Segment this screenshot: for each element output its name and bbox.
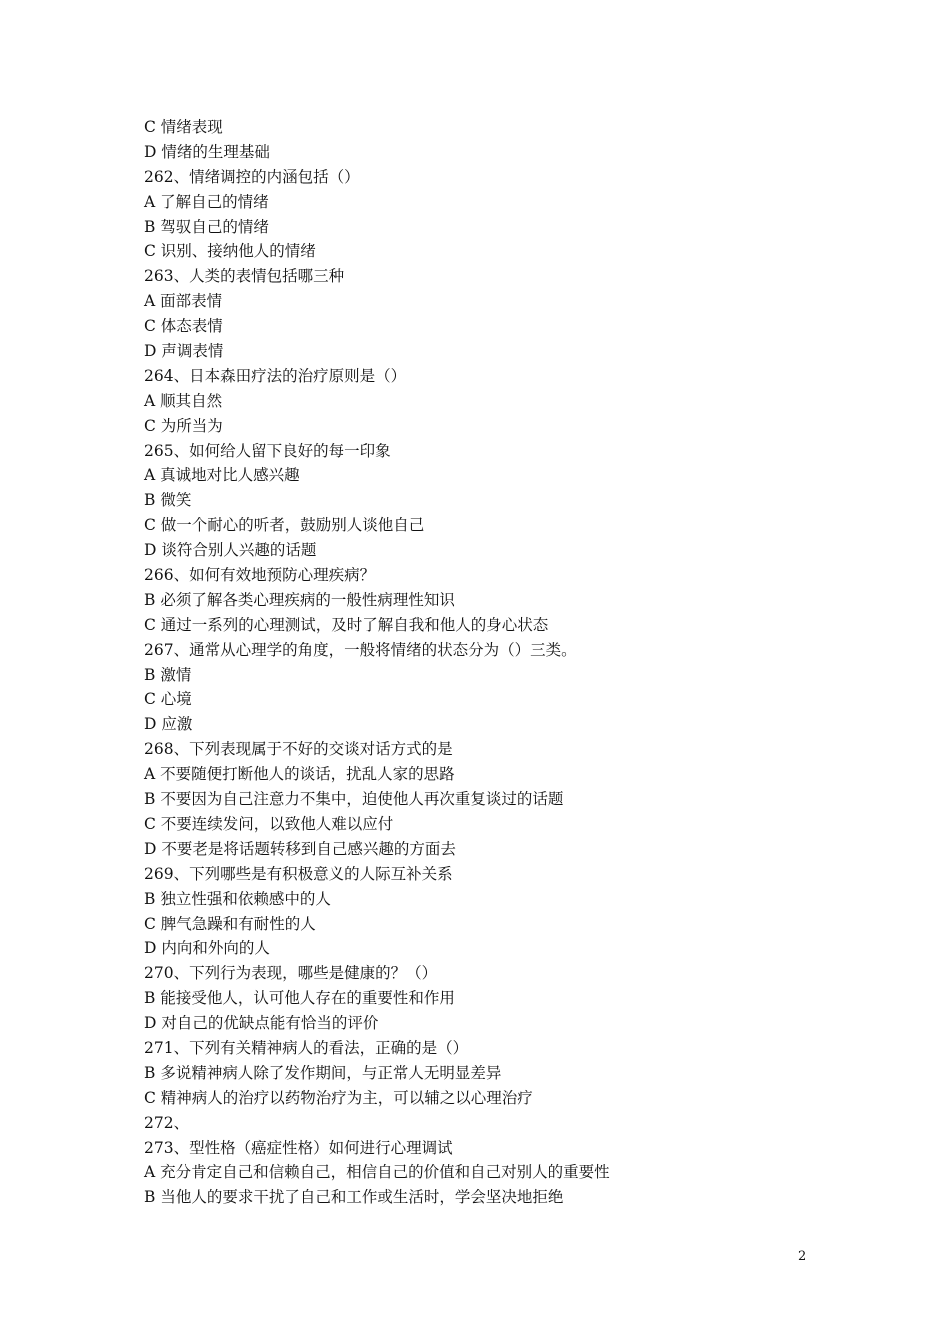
text-line: D 不要老是将话题转移到自己感兴趣的方面去	[144, 839, 456, 858]
text-line: D 谈符合别人兴趣的话题	[144, 541, 317, 560]
text-line: D 对自己的优缺点能有恰当的评价	[144, 1014, 379, 1033]
question-line: 263、人类的表情包括哪三种	[144, 267, 345, 286]
text-line: C 识别、接纳他人的情绪	[144, 242, 316, 261]
text-line: C 心境	[144, 690, 192, 709]
question-line: 272、	[144, 1113, 190, 1132]
text-line: B 微笑	[144, 491, 192, 510]
text-line: C 通过一系列的心理测试，及时了解自我和他人的身心状态	[144, 615, 549, 634]
text-line: A 真诚地对比人感兴趣	[144, 466, 300, 485]
text-line: C 精神病人的治疗以药物治疗为主，可以辅之以心理治疗	[144, 1088, 533, 1107]
text-line: B 激情	[144, 665, 192, 684]
text-line: A 充分肯定自己和信赖自己，相信自己的价值和自己对别人的重要性	[144, 1163, 610, 1182]
text-line: C 体态表情	[144, 317, 223, 336]
text-line: C 情绪表现	[144, 118, 223, 136]
question-line: 264、日本森田疗法的治疗原则是（）	[144, 366, 407, 385]
text-line: B 当他人的要求干扰了自己和工作或生活时，学会坚决地拒绝	[144, 1188, 564, 1207]
text-line: B 不要因为自己注意力不集中，迫使他人再次重复谈过的话题	[144, 790, 564, 809]
text-line: A 不要随便打断他人的谈话，扰乱人家的思路	[144, 765, 455, 784]
question-line: 262、情绪调控的内涵包括（）	[144, 167, 360, 186]
text-line: D 应激	[144, 715, 193, 734]
text-line: D 声调表情	[144, 342, 224, 361]
page-body	[144, 115, 864, 1210]
page-number: 2	[798, 1249, 807, 1264]
question-line: 267、通常从心理学的角度，一般将情绪的状态分为（）三类。	[144, 640, 577, 659]
text-line: C 做一个耐心的听者，鼓励别人谈他自己	[144, 516, 425, 535]
question-line: 273、型性格（癌症性格）如何进行心理调试	[144, 1138, 453, 1157]
text-line: C 为所当为	[144, 416, 223, 435]
question-line: 270、下列行为表现，哪些是健康的？（）	[144, 964, 438, 983]
text-line: A 了解自己的情绪	[144, 192, 269, 211]
question-line: 268、下列表现属于不好的交谈对话方式的是	[144, 740, 453, 759]
question-line: 266、如何有效地预防心理疾病？	[144, 566, 376, 585]
question-line: 269、下列哪些是有积极意义的人际互补关系	[144, 864, 453, 883]
text-line: B 必须了解各类心理疾病的一般性病理性知识	[144, 590, 455, 609]
text-line: A 顺其自然	[144, 391, 223, 410]
text-line: D 内向和外向的人	[144, 939, 270, 958]
text-line: B 多说精神病人除了发作期间，与正常人无明显差异	[144, 1063, 502, 1082]
text-line: C 不要连续发问，以致他人难以应付	[144, 814, 394, 833]
text-line: D 情绪的生理基础	[144, 142, 270, 161]
text-line: C 脾气急躁和有耐性的人	[144, 914, 316, 933]
text-line: B 驾驭自己的情绪	[144, 217, 269, 236]
text-line: B 独立性强和依赖感中的人	[144, 889, 331, 908]
question-line: 271、下列有关精神病人的看法，正确的是（）	[144, 1038, 469, 1057]
question-line: 265、如何给人留下良好的每一印象	[144, 441, 391, 460]
text-line: A 面部表情	[144, 292, 223, 311]
text-line: B 能接受他人，认可他人存在的重要性和作用	[144, 989, 455, 1008]
